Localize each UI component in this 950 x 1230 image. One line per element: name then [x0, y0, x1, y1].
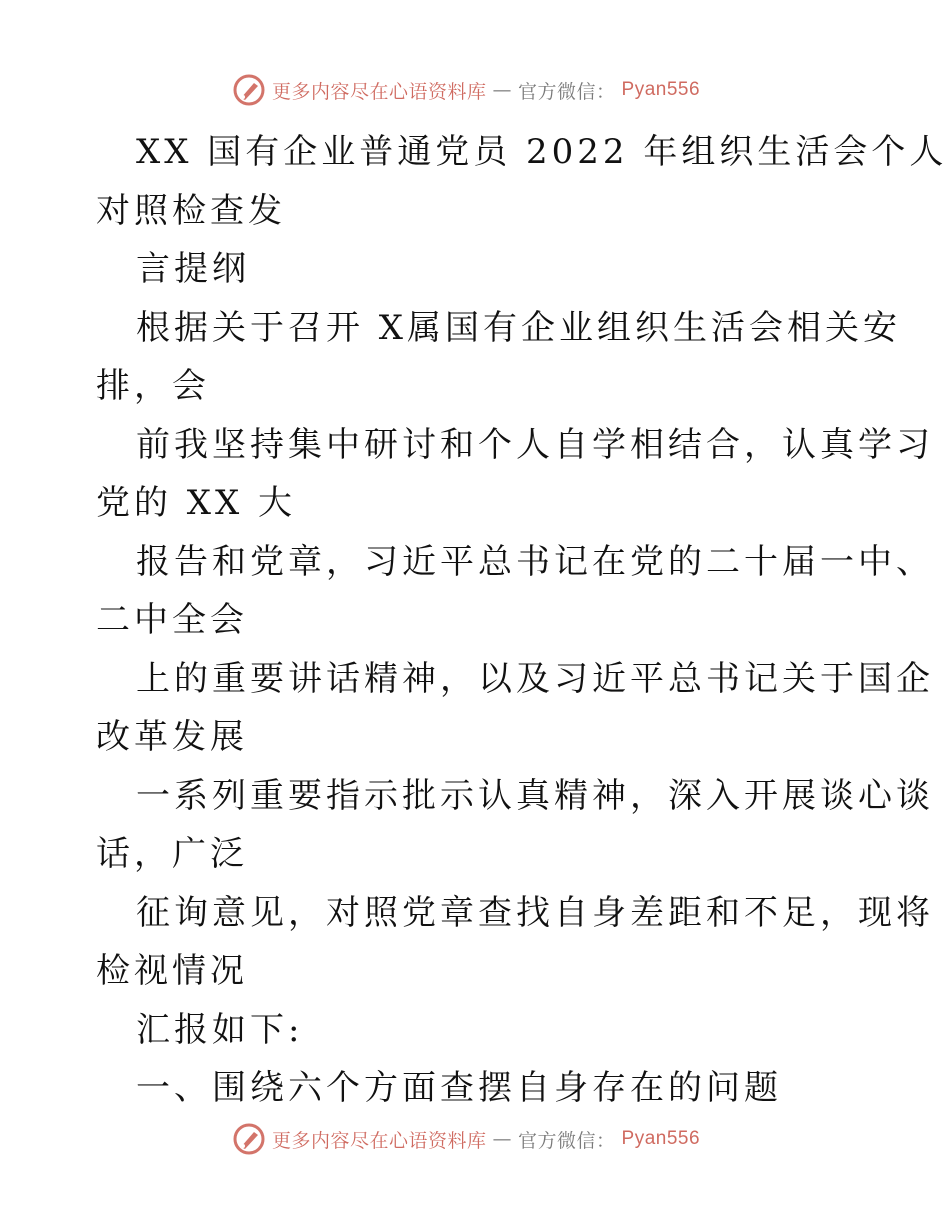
header-watermark: [232, 72, 752, 108]
watermark-wechat-id: Pyan556: [621, 79, 701, 100]
watermark-sub-text: 官方微信：: [518, 1129, 616, 1152]
paragraph-line: 检视情况: [96, 951, 248, 991]
watermark-dash: —: [492, 1128, 513, 1150]
paragraph-line: 上的重要讲话精神，以及习近平总书记关于国企: [136, 658, 934, 699]
watermark-wechat-id: Pyan556: [621, 1128, 701, 1149]
document-title-line-3: 言提纲: [136, 249, 250, 289]
paragraph-line: 一系列重要指示批示认真精神，深入开展谈心谈: [136, 775, 934, 816]
paragraph-line: 党的 XX 大: [96, 483, 297, 523]
watermark-sub-text: 官方微信：: [518, 80, 616, 103]
watermark-main-text: 更多内容尽在心语资料库: [272, 80, 487, 103]
watermark-main-text: 更多内容尽在心语资料库: [272, 1129, 487, 1152]
paragraph-line: 排，会: [96, 366, 210, 406]
document-body: [96, 123, 948, 1118]
paragraph-line: 话，广泛: [96, 834, 248, 874]
paragraph-line: 征询意见，对照党章查找自身差距和不足，现将: [136, 892, 934, 933]
paragraph-line: 报告和党章，习近平总书记在党的二十届一中、: [136, 541, 934, 582]
pen-circle-logo-icon: [232, 73, 266, 107]
paragraph-line: 前我坚持集中研讨和个人自学相结合，认真学习: [136, 424, 934, 465]
watermark-dash: —: [492, 79, 513, 101]
paragraph-line: 二中全会: [96, 600, 248, 640]
section-heading: 一、围绕六个方面查摆自身存在的问题: [136, 1068, 782, 1108]
paragraph-line: 根据关于召开 X属国有企业组织生活会相关安: [136, 307, 902, 348]
pen-circle-logo-icon: [232, 1122, 266, 1156]
paragraph-line: 汇报如下:: [136, 1009, 304, 1050]
document-title-line-1: XX 国有企业普通党员 2022 年组织生活会个人: [136, 132, 948, 172]
footer-watermark: [232, 1121, 752, 1157]
document-title-line-2: 对照检查发: [96, 190, 286, 231]
paragraph-line: 改革发展: [96, 717, 248, 757]
